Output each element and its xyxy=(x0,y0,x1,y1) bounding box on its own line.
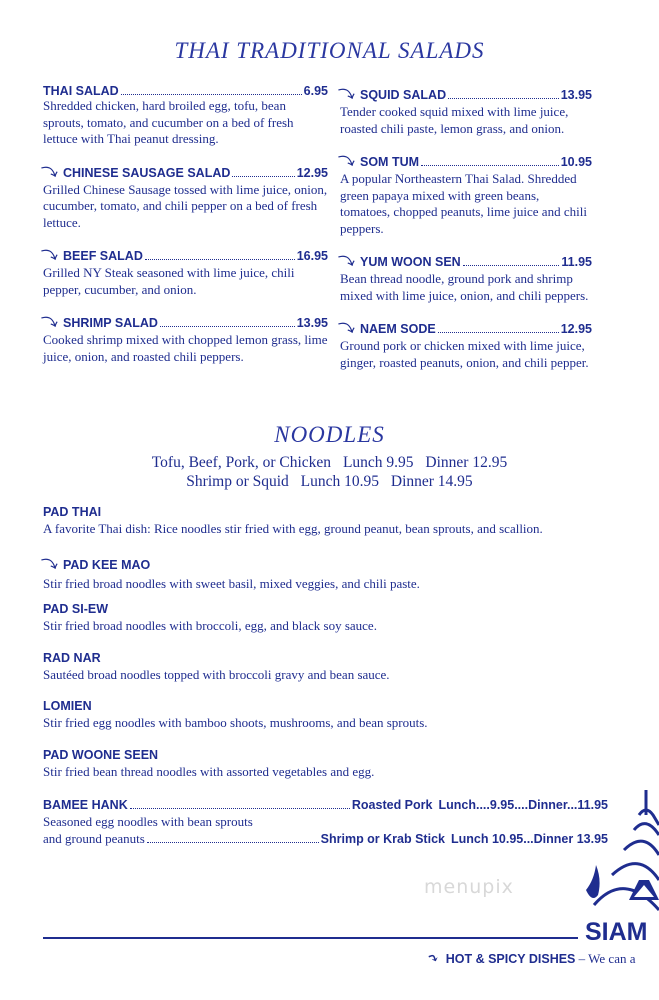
noodle-item-header xyxy=(43,602,643,616)
leader-dots xyxy=(438,332,559,333)
bamee-option-2-prices: Lunch 10.95...Dinner 13.95 xyxy=(450,831,608,846)
salad-item-name: CHINESE SAUSAGE SALAD xyxy=(63,165,231,180)
salad-item-name: SQUID SALAD xyxy=(360,88,447,102)
salads-right-column xyxy=(337,84,592,385)
salad-item-description: Grilled NY Steak seasoned with lime juice, chili pepper, cucumber, and onion. xyxy=(43,265,295,297)
noodle-item-description: Stir fried egg noodles with bamboo shoots, mushrooms, and bean sprouts. xyxy=(43,715,428,730)
noodle-item-header xyxy=(43,505,643,519)
watermark: menupix xyxy=(424,876,514,898)
noodle-item-header xyxy=(43,699,643,713)
salad-item-name: SHRIMP SALAD xyxy=(63,316,158,330)
salads-left-column xyxy=(40,84,328,379)
salad-item-header xyxy=(337,151,592,171)
brand-logo-text: SIAM xyxy=(585,918,648,946)
legend-label: HOT & SPICY DISHES xyxy=(445,952,576,966)
price-line-2-lunch: Lunch 10.95 xyxy=(300,473,380,490)
salad-item xyxy=(337,318,592,371)
chili-pepper-icon: ⤵ xyxy=(337,84,357,104)
salad-item xyxy=(40,161,328,232)
price-line-2-dinner: Dinner 14.95 xyxy=(390,473,473,490)
chili-pepper-icon: ⤵ xyxy=(40,553,60,574)
leader-dots xyxy=(130,808,350,809)
salad-item-price: 16.95 xyxy=(296,249,328,263)
bamee-option-2: Shrimp or Krab Stick xyxy=(320,831,445,846)
noodle-price-line-2 xyxy=(0,473,659,491)
bamee-desc-2: and ground peanuts xyxy=(43,830,145,846)
spicy-legend xyxy=(425,950,636,969)
chili-pepper-icon: ⤵ xyxy=(337,151,357,171)
salad-item-header xyxy=(40,312,328,332)
noodles-section-title: NOODLES xyxy=(274,422,385,447)
bamee-option-1: Roasted Pork xyxy=(351,798,433,812)
thai-temple-logo-icon xyxy=(584,785,659,920)
price-line-1-lunch: Lunch 9.95 xyxy=(342,454,414,471)
salad-item-price: 6.95 xyxy=(303,84,328,98)
salad-item-name: NAEM SODE xyxy=(360,322,436,336)
bamee-name: BAMEE HANK xyxy=(43,798,128,812)
chili-pepper-icon: ⤵ xyxy=(337,318,357,338)
salad-item-description: A popular Northeastern Thai Salad. Shredded green papaya mixed with green beans, tomatoes, chopped peanuts, lime juice and chili peppers. xyxy=(340,171,587,236)
noodle-item-header xyxy=(40,553,643,574)
price-line-2-proteins: Shrimp or Squid xyxy=(186,473,289,490)
leader-dots xyxy=(463,265,560,266)
noodle-item-name: LOMIEN xyxy=(43,699,92,713)
chili-pepper-icon: ⤵ xyxy=(425,950,442,969)
salad-item-price: 13.95 xyxy=(560,88,592,102)
salad-item-price: 11.95 xyxy=(561,255,592,269)
salad-item-header xyxy=(43,84,328,98)
salad-item-price: 13.95 xyxy=(296,316,328,330)
chili-pepper-icon: ⤵ xyxy=(40,161,60,182)
bamee-line-2 xyxy=(43,831,608,847)
bamee-option-1-prices: Lunch....9.95....Dinner...11.95 xyxy=(438,798,608,812)
salad-item xyxy=(337,251,592,304)
noodle-item-name: PAD THAI xyxy=(43,505,102,519)
salad-item-name: THAI SALAD xyxy=(43,84,119,98)
salad-item xyxy=(40,312,328,365)
salad-item xyxy=(43,84,328,148)
salad-item-name: YUM WOON SEN xyxy=(360,255,461,269)
leader-dots xyxy=(421,165,559,166)
noodle-item-description: Stir fried bean thread noodles with assorted vegetables and egg. xyxy=(43,763,375,779)
chili-pepper-icon: ⤵ xyxy=(40,312,60,332)
noodle-item-description: Sautéed broad noodles topped with broccoli gravy and bean sauce. xyxy=(43,666,390,682)
salad-item-name: BEEF SALAD xyxy=(63,249,143,263)
price-line-1-dinner: Dinner 12.95 xyxy=(425,454,508,471)
noodle-item-name: PAD SI-EW xyxy=(43,602,109,616)
noodle-item-description: A favorite Thai dish: Rice noodles stir fried with egg, ground peanut, bean sprouts, and scallion. xyxy=(43,521,543,536)
salad-item-header xyxy=(337,318,592,338)
noodle-item xyxy=(43,748,643,781)
salad-item xyxy=(337,84,592,137)
noodle-item-name: PAD KEE MAO xyxy=(63,557,151,572)
salad-item xyxy=(40,245,328,298)
noodle-item xyxy=(40,553,643,593)
noodle-price-line-1 xyxy=(0,454,659,472)
leader-dots xyxy=(145,259,295,260)
salad-item-price: 12.95 xyxy=(296,165,328,180)
salad-item-name: SOM TUM xyxy=(360,155,420,169)
noodle-item xyxy=(43,602,643,635)
leader-dots xyxy=(448,98,559,99)
leader-dots xyxy=(232,176,294,177)
noodle-item xyxy=(43,651,643,684)
salad-item-header xyxy=(337,84,592,104)
salad-item-header xyxy=(40,245,328,265)
noodle-item-description: Stir fried broad noodles with sweet basil, mixed veggies, and chili paste. xyxy=(43,575,420,591)
noodle-item xyxy=(43,699,643,732)
salad-item-description: Ground pork or chicken mixed with lime juice, ginger, roasted peanuts, onion, and chili pepper. xyxy=(340,338,589,370)
salad-item xyxy=(337,151,592,237)
bamee-desc-1: Seasoned egg noodles with bean sprouts xyxy=(43,814,253,829)
leader-dots xyxy=(121,94,302,95)
salad-item-description: Bean thread noodle, ground pork and shrimp mixed with lime juice, onion, and chili peppers. xyxy=(340,271,589,303)
salad-item-description: Shredded chicken, hard broiled egg, tofu, bean sprouts, tomato, and cucumber on a bed of fresh lettuce with Thai peanut dressing. xyxy=(43,98,294,146)
salad-item-header xyxy=(40,161,328,182)
noodle-item-name: PAD WOONE SEEN xyxy=(43,747,159,762)
chili-pepper-icon: ⤵ xyxy=(40,245,60,265)
salad-item-description: Grilled Chinese Sausage tossed with lime juice, onion, cucumber, tomato, and chili pepper on a bed of fresh lettuce. xyxy=(43,181,328,230)
legend-text: – We can a xyxy=(575,951,636,966)
noodle-item-name: RAD NAR xyxy=(43,650,101,665)
bamee-hank-item xyxy=(43,798,608,847)
footer-divider xyxy=(43,937,578,939)
salad-item-header xyxy=(337,251,592,271)
noodle-item-description: Stir fried broad noodles with broccoli, egg, and black soy sauce. xyxy=(43,618,377,633)
leader-dots xyxy=(147,842,319,843)
salad-item-price: 12.95 xyxy=(560,322,592,336)
price-line-1-proteins: Tofu, Beef, Pork, or Chicken xyxy=(151,454,332,471)
salad-item-price: 10.95 xyxy=(560,155,592,169)
leader-dots xyxy=(160,326,295,327)
noodle-item-header xyxy=(43,748,643,762)
salads-section-title: THAI TRADITIONAL SALADS xyxy=(174,38,485,63)
noodle-item xyxy=(43,505,643,538)
bamee-line-1 xyxy=(43,798,608,812)
salad-item-description: Cooked shrimp mixed with chopped lemon grass, lime juice, onion, and roasted chili peppers. xyxy=(43,332,328,364)
chili-pepper-icon: ⤵ xyxy=(337,251,357,271)
noodle-item-header xyxy=(43,651,643,665)
salad-item-description: Tender cooked squid mixed with lime juice, roasted chili paste, lemon grass, and onion. xyxy=(340,104,569,136)
